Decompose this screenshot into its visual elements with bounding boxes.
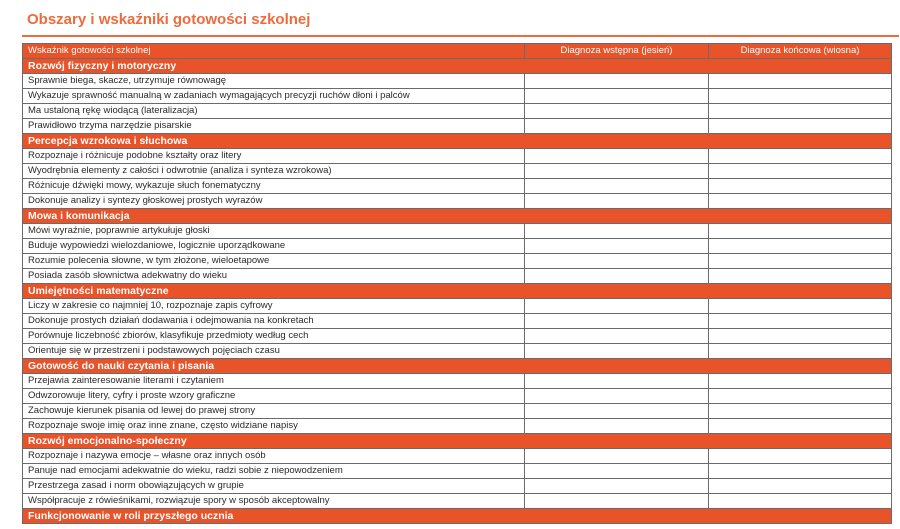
- column-header-initial-diagnosis: Diagnoza wstępna (jesień): [525, 44, 709, 59]
- section-header-row: [23, 284, 892, 299]
- section-title: Gotowość do nauki czytania i pisania: [23, 359, 892, 374]
- title-divider: [22, 35, 899, 37]
- indicator-cell: Zachowuje kierunek pisania od lewej do prawej strony: [23, 404, 525, 419]
- indicator-cell: Rozpoznaje i różnicuje podobne kształty oraz litery: [23, 149, 525, 164]
- table-row: [23, 104, 892, 119]
- initial-diagnosis-cell[interactable]: [525, 299, 709, 314]
- indicator-cell: Wyodrębnia elementy z całości i odwrotnie (analiza i synteza wzrokowa): [23, 164, 525, 179]
- initial-diagnosis-cell[interactable]: [525, 239, 709, 254]
- final-diagnosis-cell[interactable]: [709, 464, 892, 479]
- section-header-row: [23, 59, 892, 74]
- table-header-row: [23, 44, 892, 59]
- initial-diagnosis-cell[interactable]: [525, 479, 709, 494]
- initial-diagnosis-cell[interactable]: [525, 404, 709, 419]
- indicator-cell: Wykazuje sprawność manualną w zadaniach wymagających precyzji ruchów dłoni i palców: [23, 89, 525, 104]
- indicator-cell: Współpracuje z rówieśnikami, rozwiązuje spory w sposób akceptowalny: [23, 494, 525, 509]
- table-row: [23, 389, 892, 404]
- final-diagnosis-cell[interactable]: [709, 119, 892, 134]
- final-diagnosis-cell[interactable]: [709, 389, 892, 404]
- section-header-row: [23, 359, 892, 374]
- table-row: [23, 374, 892, 389]
- table-row: [23, 149, 892, 164]
- final-diagnosis-cell[interactable]: [709, 224, 892, 239]
- indicator-cell: Liczy w zakresie co najmniej 10, rozpoznaje zapis cyfrowy: [23, 299, 525, 314]
- section-header-row: [23, 434, 892, 449]
- indicator-cell: Prawidłowo trzyma narzędzie pisarskie: [23, 119, 525, 134]
- final-diagnosis-cell[interactable]: [709, 254, 892, 269]
- indicator-cell: Sprawnie biega, skacze, utrzymuje równowagę: [23, 74, 525, 89]
- initial-diagnosis-cell[interactable]: [525, 119, 709, 134]
- indicator-cell: Rozumie polecenia słowne, w tym złożone, wieloetapowe: [23, 254, 525, 269]
- initial-diagnosis-cell[interactable]: [525, 269, 709, 284]
- final-diagnosis-cell[interactable]: [709, 494, 892, 509]
- table-row: [23, 164, 892, 179]
- final-diagnosis-cell[interactable]: [709, 179, 892, 194]
- table-row: [23, 449, 892, 464]
- final-diagnosis-cell[interactable]: [709, 344, 892, 359]
- final-diagnosis-cell[interactable]: [709, 314, 892, 329]
- table-row: [23, 119, 892, 134]
- final-diagnosis-cell[interactable]: [709, 194, 892, 209]
- final-diagnosis-cell[interactable]: [709, 269, 892, 284]
- section-header-row: [23, 209, 892, 224]
- indicator-cell: Odwzorowuje litery, cyfry i proste wzory graficzne: [23, 389, 525, 404]
- initial-diagnosis-cell[interactable]: [525, 314, 709, 329]
- initial-diagnosis-cell[interactable]: [525, 449, 709, 464]
- indicator-cell: Buduje wypowiedzi wielozdaniowe, logicznie uporządkowane: [23, 239, 525, 254]
- final-diagnosis-cell[interactable]: [709, 419, 892, 434]
- final-diagnosis-cell[interactable]: [709, 404, 892, 419]
- section-title: Rozwój emocjonalno-społeczny: [23, 434, 892, 449]
- initial-diagnosis-cell[interactable]: [525, 419, 709, 434]
- table-row: [23, 494, 892, 509]
- initial-diagnosis-cell[interactable]: [525, 74, 709, 89]
- section-header-row: [23, 509, 892, 524]
- initial-diagnosis-cell[interactable]: [525, 104, 709, 119]
- indicator-cell: Rozpoznaje swoje imię oraz inne znane, często widziane napisy: [23, 419, 525, 434]
- final-diagnosis-cell[interactable]: [709, 164, 892, 179]
- indicator-cell: Przejawia zainteresowanie literami i czytaniem: [23, 374, 525, 389]
- page-title: Obszary i wskaźniki gotowości szkolnej: [27, 11, 311, 28]
- indicator-cell: Orientuje się w przestrzeni i podstawowych pojęciach czasu: [23, 344, 525, 359]
- initial-diagnosis-cell[interactable]: [525, 164, 709, 179]
- initial-diagnosis-cell[interactable]: [525, 344, 709, 359]
- initial-diagnosis-cell[interactable]: [525, 464, 709, 479]
- section-title: Funkcjonowanie w roli przyszłego ucznia: [23, 509, 892, 524]
- final-diagnosis-cell[interactable]: [709, 149, 892, 164]
- final-diagnosis-cell[interactable]: [709, 239, 892, 254]
- section-header-row: [23, 134, 892, 149]
- column-header-final-diagnosis: Diagnoza końcowa (wiosna): [709, 44, 892, 59]
- table-row: [23, 419, 892, 434]
- initial-diagnosis-cell[interactable]: [525, 254, 709, 269]
- indicator-cell: Ma ustaloną rękę wiodącą (lateralizacja): [23, 104, 525, 119]
- final-diagnosis-cell[interactable]: [709, 89, 892, 104]
- indicator-cell: Porównuje liczebność zbiorów, klasyfikuje przedmioty według cech: [23, 329, 525, 344]
- initial-diagnosis-cell[interactable]: [525, 149, 709, 164]
- table-row: [23, 269, 892, 284]
- table-row: [23, 314, 892, 329]
- table-row: [23, 89, 892, 104]
- initial-diagnosis-cell[interactable]: [525, 194, 709, 209]
- initial-diagnosis-cell[interactable]: [525, 179, 709, 194]
- table-row: [23, 179, 892, 194]
- table-row: [23, 224, 892, 239]
- final-diagnosis-cell[interactable]: [709, 479, 892, 494]
- final-diagnosis-cell[interactable]: [709, 74, 892, 89]
- indicator-cell: Mówi wyraźnie, poprawnie artykułuje głoski: [23, 224, 525, 239]
- indicator-cell: Przestrzega zasad i norm obowiązujących w grupie: [23, 479, 525, 494]
- table-row: [23, 74, 892, 89]
- table-row: [23, 329, 892, 344]
- indicator-cell: Dokonuje prostych działań dodawania i odejmowania na konkretach: [23, 314, 525, 329]
- indicator-cell: Rozpoznaje i nazywa emocje – własne oraz innych osób: [23, 449, 525, 464]
- table-row: [23, 344, 892, 359]
- final-diagnosis-cell[interactable]: [709, 299, 892, 314]
- final-diagnosis-cell[interactable]: [709, 329, 892, 344]
- initial-diagnosis-cell[interactable]: [525, 329, 709, 344]
- final-diagnosis-cell[interactable]: [709, 104, 892, 119]
- section-title: Rozwój fizyczny i motoryczny: [23, 59, 892, 74]
- readiness-table: [22, 43, 892, 524]
- final-diagnosis-cell[interactable]: [709, 449, 892, 464]
- table-row: [23, 479, 892, 494]
- indicator-cell: Dokonuje analizy i syntezy głoskowej prostych wyrazów: [23, 194, 525, 209]
- table-row: [23, 254, 892, 269]
- initial-diagnosis-cell[interactable]: [525, 389, 709, 404]
- indicator-cell: Różnicuje dźwięki mowy, wykazuje słuch fonematyczny: [23, 179, 525, 194]
- initial-diagnosis-cell[interactable]: [525, 89, 709, 104]
- column-header-indicator: Wskaźnik gotowości szkolnej: [23, 44, 525, 59]
- initial-diagnosis-cell[interactable]: [525, 494, 709, 509]
- section-title: Percepcja wzrokowa i słuchowa: [23, 134, 892, 149]
- table-row: [23, 404, 892, 419]
- indicator-cell: Panuje nad emocjami adekwatnie do wieku, radzi sobie z niepowodzeniem: [23, 464, 525, 479]
- table-row: [23, 464, 892, 479]
- table-row: [23, 194, 892, 209]
- indicator-cell: Posiada zasób słownictwa adekwatny do wieku: [23, 269, 525, 284]
- final-diagnosis-cell[interactable]: [709, 374, 892, 389]
- section-title: Mowa i komunikacja: [23, 209, 892, 224]
- table-row: [23, 239, 892, 254]
- table-body: [23, 59, 892, 524]
- initial-diagnosis-cell[interactable]: [525, 224, 709, 239]
- table-row: [23, 299, 892, 314]
- initial-diagnosis-cell[interactable]: [525, 374, 709, 389]
- section-title: Umiejętności matematyczne: [23, 284, 892, 299]
